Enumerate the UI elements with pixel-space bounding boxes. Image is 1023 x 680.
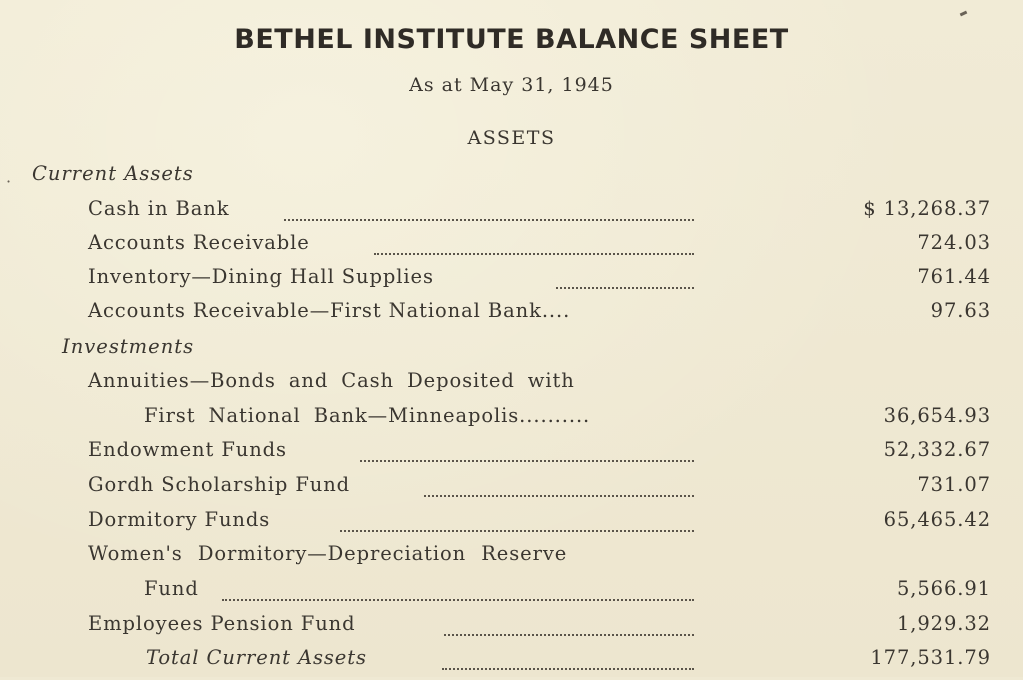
row-label: Cash in Bank <box>88 197 230 220</box>
row-label: Accounts Receivable <box>88 231 310 254</box>
table-row <box>0 612 1023 646</box>
category-current-assets <box>0 162 1023 196</box>
category-label: Current Assets <box>32 162 194 185</box>
row-label: Accounts Receivable—First National Bank.... <box>88 299 571 322</box>
row-label: Annuities—Bonds and Cash Deposited with <box>88 369 575 392</box>
row-amount: 724.03 <box>917 231 991 254</box>
margin-dot: · <box>6 172 12 191</box>
row-amount: 5,566.91 <box>896 577 991 600</box>
dot-leader <box>444 634 694 636</box>
category-investments <box>0 335 1023 369</box>
row-amount: 97.63 <box>930 299 991 322</box>
dot-leader <box>424 495 694 497</box>
section-heading-assets: ASSETS <box>467 127 556 149</box>
table-row <box>0 369 1023 403</box>
document-title: BETHEL INSTITUTE BALANCE SHEET <box>234 24 789 55</box>
row-label: Employees Pension Fund <box>88 612 356 635</box>
row-label: Women's Dormitory—Depreciation Reserve <box>88 542 568 565</box>
dot-leader <box>222 599 694 601</box>
row-amount: 1,929.32 <box>896 612 991 635</box>
table-row <box>0 231 1023 265</box>
dot-leader <box>374 253 694 255</box>
dot-leader <box>284 219 694 221</box>
row-label: Total Current Assets <box>146 646 367 669</box>
row-amount: 65,465.42 <box>883 508 991 531</box>
document-subtitle: As at May 31, 1945 <box>409 74 614 96</box>
table-row <box>0 508 1023 542</box>
row-amount: 52,332.67 <box>883 438 991 461</box>
category-label: Investments <box>62 335 195 358</box>
row-amount: $ 13,268.37 <box>863 197 991 220</box>
table-row <box>0 577 1023 611</box>
table-row <box>0 299 1023 333</box>
table-row <box>0 404 1023 438</box>
row-label: Fund <box>144 577 199 600</box>
ink-mark <box>960 11 968 17</box>
table-row <box>0 542 1023 576</box>
row-label: Dormitory Funds <box>88 508 271 531</box>
table-row <box>0 438 1023 472</box>
table-row <box>0 265 1023 299</box>
table-row <box>0 197 1023 231</box>
row-label: Gordh Scholarship Fund <box>88 473 351 496</box>
row-label: Inventory—Dining Hall Supplies <box>88 265 434 288</box>
row-label: Endowment Funds <box>88 438 287 461</box>
dot-leader <box>442 668 694 670</box>
dot-leader <box>360 460 694 462</box>
row-amount: 177,531.79 <box>870 646 991 669</box>
table-row-total <box>0 646 1023 680</box>
row-amount: 36,654.93 <box>883 404 991 427</box>
dot-leader <box>556 287 694 289</box>
row-label: First National Bank—Minneapolis.......... <box>144 404 591 427</box>
row-amount: 731.07 <box>917 473 991 496</box>
table-row <box>0 473 1023 507</box>
row-amount: 761.44 <box>917 265 991 288</box>
dot-leader <box>340 530 694 532</box>
